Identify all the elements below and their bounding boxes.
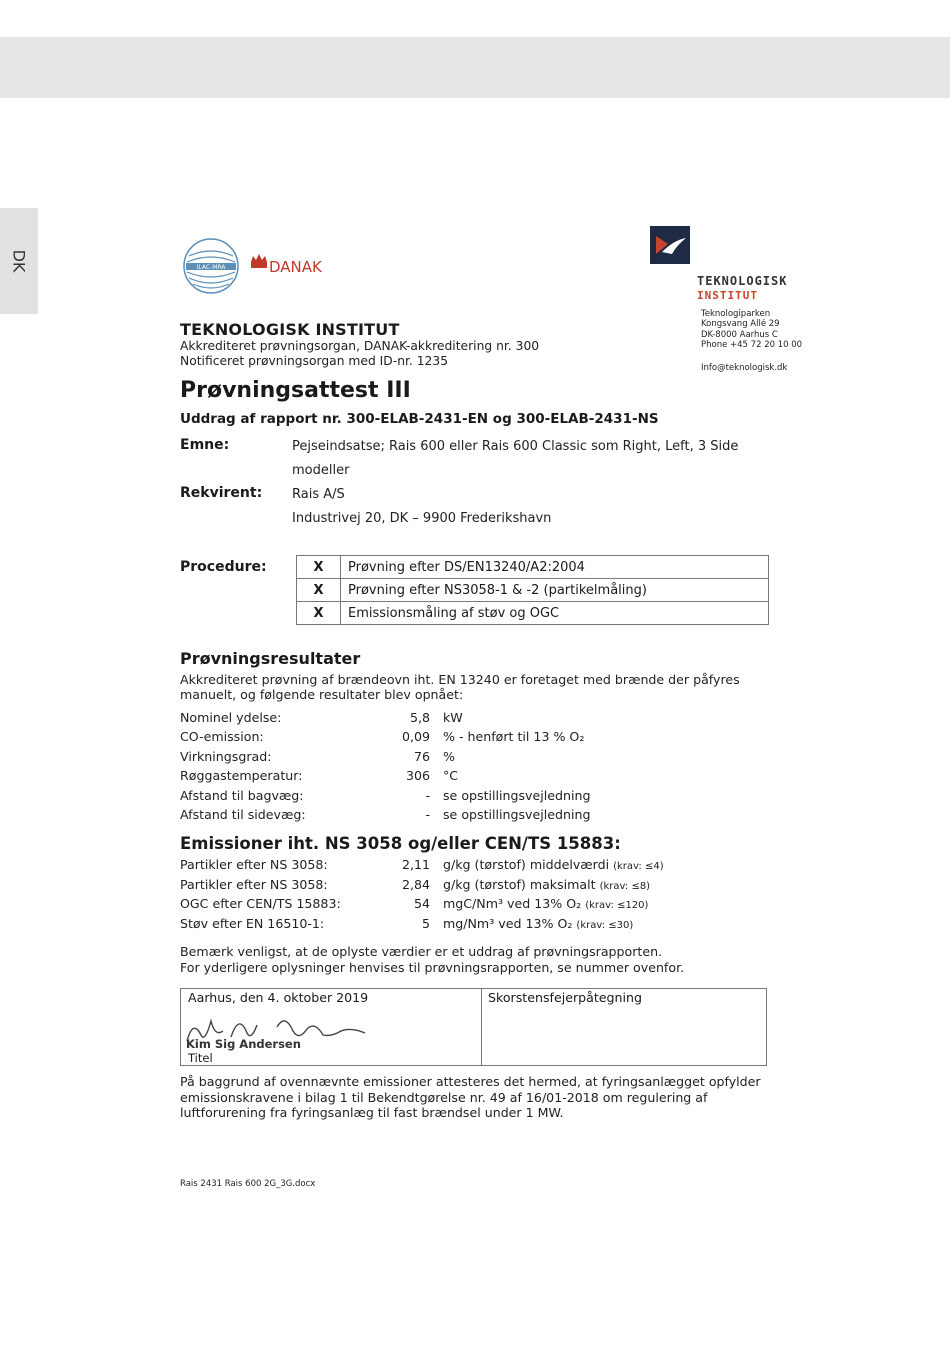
procedure-text: Emissionsmåling af støv og OGC — [341, 602, 769, 625]
procedure-check: X — [297, 556, 341, 579]
subject-value-cont: modeller — [292, 463, 350, 478]
emission-unit — [443, 877, 650, 892]
result-label: Røggastemperatur: — [180, 768, 303, 783]
ti-wordmark-line1: TEKNOLOGISK — [697, 274, 788, 288]
emission-unit — [443, 857, 664, 872]
result-label: Afstand til bagvæg: — [180, 788, 304, 803]
signature-divider — [481, 989, 482, 1065]
svg-text:ILAC-MRA: ILAC-MRA — [196, 264, 226, 271]
table-row — [297, 602, 769, 625]
result-label: Afstand til sidevæg: — [180, 807, 306, 822]
emission-requirement: (krav: ≤120) — [585, 900, 649, 911]
result-unit: kW — [443, 710, 463, 725]
result-value: 5,8 — [409, 710, 430, 725]
accreditation-line: Akkrediteret prøvningsorgan, DANAK-akkreditering nr. 300 — [180, 339, 540, 353]
procedure-table — [296, 555, 769, 625]
emission-requirement: (krav: ≤30) — [576, 920, 634, 931]
result-unit: % — [443, 749, 455, 764]
result-unit: % - henført til 13 % O₂ — [443, 729, 585, 744]
footer-filename: Rais 2431 Rais 600 2G_3G.docx — [180, 1179, 316, 1189]
result-value: - — [425, 807, 430, 822]
result-value: 0,09 — [401, 729, 430, 744]
attestation-paragraph — [180, 1074, 780, 1121]
emission-unit — [443, 916, 633, 931]
attestation-line: emissionskravene i bilag 1 til Bekendtgørelse nr. 49 af 16/01-2018 om regulering af — [180, 1089, 708, 1105]
procedure-check: X — [297, 602, 341, 625]
procedure-text: Prøvning efter NS3058-1 & -2 (partikelmåling) — [341, 579, 769, 602]
emission-value: 2,84 — [401, 877, 430, 892]
emission-requirement: (krav: ≤4) — [613, 861, 664, 872]
note-line: Bemærk venligst, at de oplyste værdier er et uddrag af prøvningsrapporten. — [180, 944, 663, 959]
address-line: DK-8000 Aarhus C — [701, 329, 778, 340]
place-and-date: Aarhus, den 4. oktober 2019 — [188, 990, 369, 1005]
svg-text:DANAK: DANAK — [269, 258, 322, 276]
danak-logo — [251, 254, 323, 276]
emission-unit-text: g/kg (tørstof) maksimalt — [443, 877, 596, 892]
email-link[interactable]: Info@teknologisk.dk — [701, 363, 788, 373]
notification-line: Notificeret prøvningsorgan med ID-nr. 1235 — [180, 354, 449, 368]
language-tab-label: DK — [9, 249, 29, 273]
signature-box — [180, 988, 767, 1066]
procedure-text: Prøvning efter DS/EN13240/A2:2004 — [341, 556, 769, 579]
requester-name: Rais A/S — [292, 487, 345, 502]
ilac-mra-logo — [184, 239, 238, 293]
emission-value: 54 — [413, 896, 430, 911]
top-gray-band — [0, 37, 950, 98]
result-unit: °C — [443, 768, 459, 783]
emission-label: Partikler efter NS 3058: — [180, 857, 328, 872]
attestation-line: luftforurening fra fyringsanlæg til fast brændsel under 1 MW. — [180, 1105, 564, 1120]
result-label: Virkningsgrad: — [180, 749, 272, 764]
result-unit: se opstillingsvejledning — [443, 807, 591, 822]
note-line: For yderligere oplysninger henvises til prøvningsrapporten, se nummer ovenfor. — [180, 959, 685, 975]
emission-requirement: (krav: ≤8) — [599, 881, 651, 892]
results-heading: Prøvningsresultater — [180, 649, 361, 668]
emission-label: Støv efter EN 16510-1: — [180, 916, 325, 931]
procedure-check: X — [297, 579, 341, 602]
signatory-name: Kim Sig Andersen — [186, 1037, 301, 1051]
chimney-sweep-endorsement: Skorstensfejerpåtegning — [488, 990, 642, 1005]
emission-value: 2,11 — [401, 857, 430, 872]
requester-label: Rekvirent: — [180, 485, 263, 501]
address-line: Teknologiparken — [701, 309, 771, 319]
results-intro-line: Akkrediteret prøvning af brændeovn iht. EN 13240 er foretaget med brænde der påfyres — [180, 672, 740, 687]
result-label: CO-emission: — [180, 729, 264, 744]
table-row — [297, 579, 769, 602]
requester-address: Industrivej 20, DK – 9900 Frederikshavn — [292, 511, 552, 526]
result-value: 306 — [405, 768, 430, 783]
institute-name: TEKNOLOGISK INSTITUT — [180, 320, 400, 339]
subject-value: Pejseindsatse; Rais 600 eller Rais 600 Classic som Right, Left, 3 Side — [292, 439, 739, 454]
results-intro — [180, 672, 780, 702]
emission-unit-text: mg/Nm³ ved 13% O₂ — [443, 916, 573, 931]
result-value: - — [425, 788, 430, 803]
result-value: 76 — [413, 749, 430, 764]
result-unit: se opstillingsvejledning — [443, 788, 591, 803]
subject-label: Emne: — [180, 437, 230, 453]
emission-value: 5 — [421, 916, 430, 931]
emission-label: Partikler efter NS 3058: — [180, 877, 328, 892]
table-row — [297, 556, 769, 579]
signatory-title: Titel — [188, 1051, 213, 1065]
address-block — [701, 309, 802, 351]
page-title: Prøvningsattest III — [180, 378, 411, 403]
emissions-heading: Emissioner iht. NS 3058 og/eller CEN/TS 15883: — [180, 834, 621, 853]
attestation-line: På baggrund af ovennævnte emissioner attesteres det hermed, at fyringsanlægget opfylder — [180, 1074, 761, 1089]
accreditation-logos — [183, 238, 333, 294]
procedure-label: Procedure: — [180, 559, 267, 575]
disclaimer-note — [180, 944, 684, 975]
emission-label: OGC efter CEN/TS 15883: — [180, 896, 341, 911]
emission-unit-text: mgC/Nm³ ved 13% O₂ — [443, 896, 582, 911]
ti-wordmark-line2: INSTITUT — [697, 289, 758, 302]
report-subtitle: Uddrag af rapport nr. 300-ELAB-2431-EN og 300-ELAB-2431-NS — [180, 411, 659, 427]
address-line: Phone +45 72 20 10 00 — [701, 340, 803, 351]
emission-unit-text: g/kg (tørstof) middelværdi — [443, 857, 610, 872]
teknologisk-institut-emblem — [650, 226, 690, 264]
language-tab[interactable] — [0, 208, 38, 314]
results-intro-line: manuelt, og følgende resultater blev opnået: — [180, 687, 464, 702]
emission-unit — [443, 896, 648, 911]
address-line: Kongsvang Allé 29 — [701, 319, 780, 330]
result-label: Nominel ydelse: — [180, 710, 282, 725]
